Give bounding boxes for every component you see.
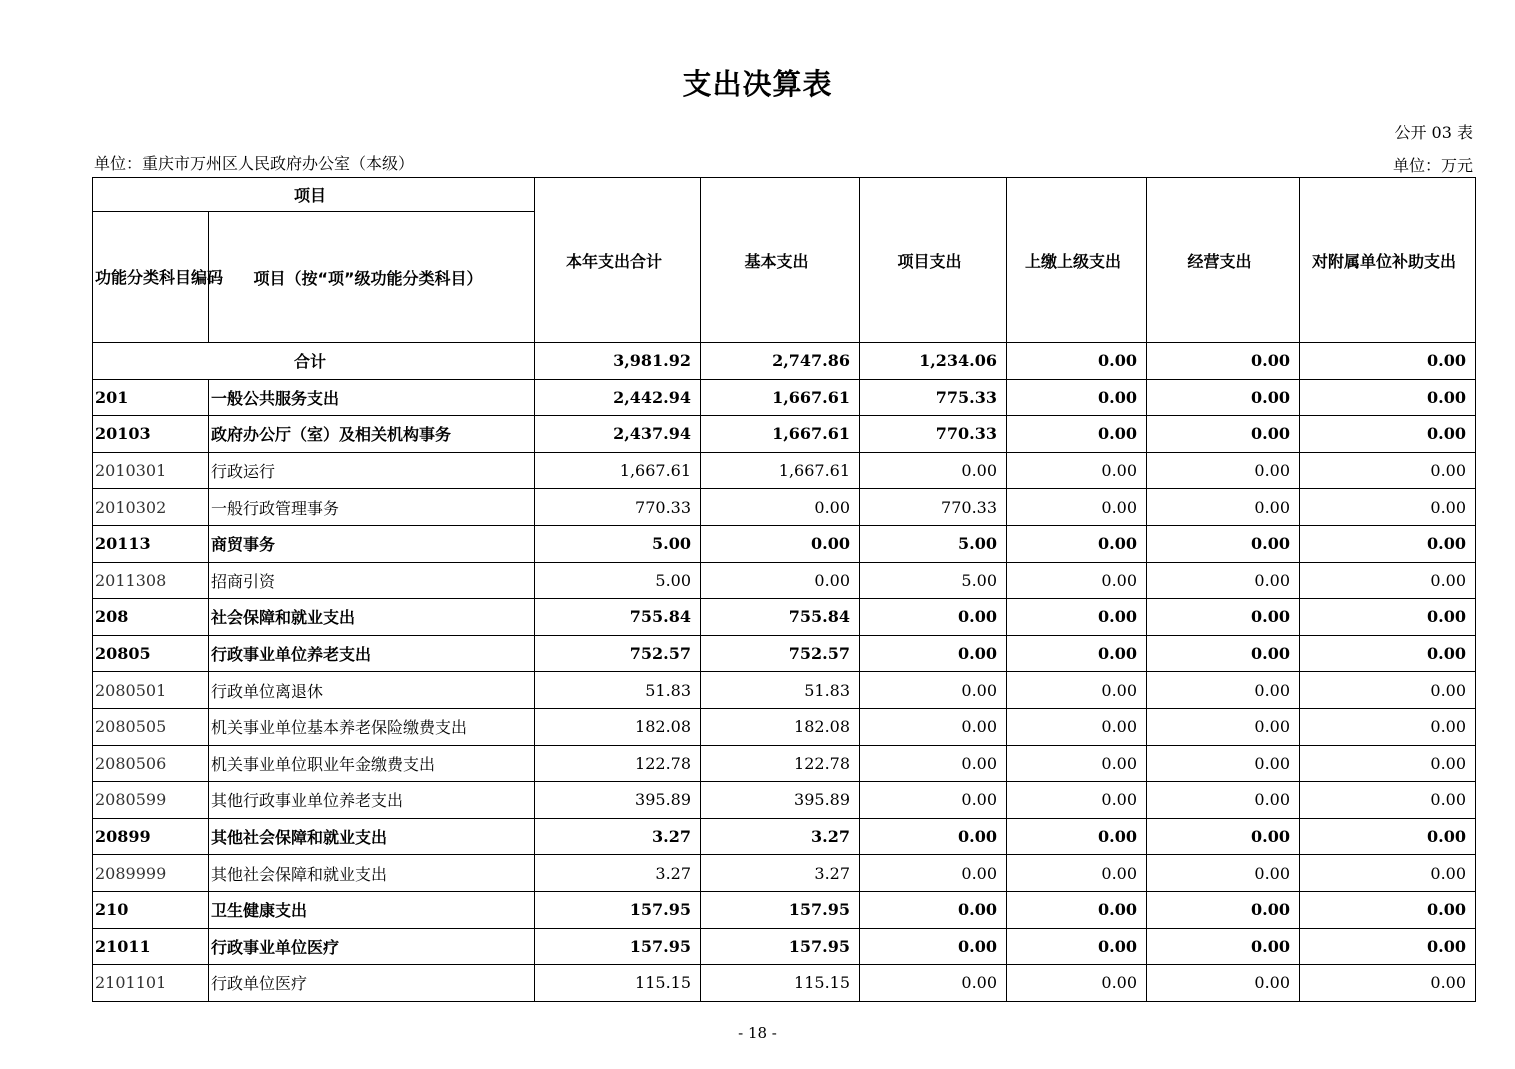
row-value: 157.95: [535, 928, 701, 965]
row-value: 0.00: [701, 489, 860, 526]
row-value: 0.00: [860, 928, 1007, 965]
row-value: 0.00: [1300, 891, 1476, 928]
row-value: 752.57: [535, 635, 701, 672]
row-code: 2010302: [93, 489, 209, 526]
row-name: 行政事业单位养老支出: [209, 635, 535, 672]
row-value: 0.00: [1147, 562, 1300, 599]
row-value: 0.00: [1300, 818, 1476, 855]
expenditure-table: [92, 177, 1476, 1002]
row-code: 208: [93, 599, 209, 636]
row-value: 157.95: [535, 891, 701, 928]
row-value: 0.00: [1300, 928, 1476, 965]
row-value: 0.00: [1147, 782, 1300, 819]
row-value: 0.00: [1007, 818, 1147, 855]
total-value: 0.00: [1300, 343, 1476, 380]
row-code: 2089999: [93, 855, 209, 892]
row-code: 2010301: [93, 452, 209, 489]
row-name: 一般公共服务支出: [209, 379, 535, 416]
row-value: 0.00: [1300, 745, 1476, 782]
table-row: [93, 452, 1476, 489]
row-value: 1,667.61: [701, 452, 860, 489]
row-value: 0.00: [860, 818, 1007, 855]
row-name: 其他社会保障和就业支出: [209, 855, 535, 892]
row-value: 0.00: [1147, 452, 1300, 489]
header-code: 功能分类科目编码: [93, 212, 209, 343]
row-value: 395.89: [535, 782, 701, 819]
row-name: 社会保障和就业支出: [209, 599, 535, 636]
row-code: 2080599: [93, 782, 209, 819]
table-row: [93, 599, 1476, 636]
row-value: 0.00: [1147, 489, 1300, 526]
form-number: 公开 03 表: [1394, 123, 1473, 142]
row-value: 0.00: [1147, 818, 1300, 855]
row-value: 0.00: [860, 965, 1007, 1002]
row-value: 0.00: [1007, 489, 1147, 526]
row-name: 机关事业单位基本养老保险缴费支出: [209, 708, 535, 745]
row-value: 0.00: [860, 855, 1007, 892]
row-value: 3.27: [701, 855, 860, 892]
page-title: 支出决算表: [682, 67, 833, 101]
row-name: 一般行政管理事务: [209, 489, 535, 526]
row-value: 0.00: [860, 672, 1007, 709]
row-value: 0.00: [701, 525, 860, 562]
row-value: 0.00: [1007, 965, 1147, 1002]
row-code: 2080501: [93, 672, 209, 709]
header-project: 项目: [93, 178, 535, 212]
row-value: 122.78: [701, 745, 860, 782]
row-name: 招商引资: [209, 562, 535, 599]
row-value: 0.00: [1147, 708, 1300, 745]
row-code: 20103: [93, 416, 209, 453]
row-value: 0.00: [1300, 599, 1476, 636]
row-value: 0.00: [1007, 599, 1147, 636]
table-row: [93, 965, 1476, 1002]
row-value: 0.00: [1147, 379, 1300, 416]
row-value: 775.33: [860, 379, 1007, 416]
row-value: 5.00: [535, 525, 701, 562]
row-code: 20805: [93, 635, 209, 672]
row-value: 1,667.61: [701, 379, 860, 416]
row-code: 20899: [93, 818, 209, 855]
row-value: 0.00: [1007, 928, 1147, 965]
header-subsidy: 对附属单位补助支出: [1300, 178, 1476, 343]
row-value: 0.00: [1147, 672, 1300, 709]
row-value: 157.95: [701, 891, 860, 928]
currency-unit: 单位：万元: [1392, 156, 1473, 175]
row-value: 51.83: [701, 672, 860, 709]
row-value: 755.84: [535, 599, 701, 636]
row-name: 行政运行: [209, 452, 535, 489]
row-value: 5.00: [860, 562, 1007, 599]
row-value: 2,437.94: [535, 416, 701, 453]
row-name: 政府办公厅（室）及相关机构事务: [209, 416, 535, 453]
header-business: 经营支出: [1147, 178, 1300, 343]
row-value: 0.00: [1007, 745, 1147, 782]
header-basic: 基本支出: [701, 178, 860, 343]
row-value: 3.27: [535, 855, 701, 892]
row-value: 0.00: [1007, 855, 1147, 892]
total-row: [93, 343, 1476, 380]
table-row: [93, 416, 1476, 453]
row-value: 0.00: [1007, 782, 1147, 819]
page-number: - 18 -: [738, 1024, 777, 1042]
row-code: 21011: [93, 928, 209, 965]
row-name: 行政事业单位医疗: [209, 928, 535, 965]
row-name: 其他行政事业单位养老支出: [209, 782, 535, 819]
row-code: 2080505: [93, 708, 209, 745]
row-value: 2,442.94: [535, 379, 701, 416]
row-code: 201: [93, 379, 209, 416]
row-value: 0.00: [1007, 672, 1147, 709]
row-value: 0.00: [860, 599, 1007, 636]
row-value: 0.00: [1300, 965, 1476, 1002]
row-value: 0.00: [1147, 855, 1300, 892]
row-value: 0.00: [1300, 452, 1476, 489]
table-row: [93, 379, 1476, 416]
row-value: 752.57: [701, 635, 860, 672]
header-project-expense: 项目支出: [860, 178, 1007, 343]
row-value: 0.00: [1300, 379, 1476, 416]
row-value: 0.00: [1300, 672, 1476, 709]
row-value: 0.00: [1300, 489, 1476, 526]
row-name: 卫生健康支出: [209, 891, 535, 928]
total-value: 1,234.06: [860, 343, 1007, 380]
organization-unit: 单位：重庆市万州区人民政府办公室（本级）: [94, 154, 415, 173]
row-value: 0.00: [1300, 635, 1476, 672]
row-value: 0.00: [1300, 782, 1476, 819]
row-value: 0.00: [1007, 562, 1147, 599]
row-value: 182.08: [701, 708, 860, 745]
row-value: 0.00: [701, 562, 860, 599]
table-row: [93, 818, 1476, 855]
row-value: 1,667.61: [701, 416, 860, 453]
row-value: 0.00: [860, 452, 1007, 489]
table-row: [93, 855, 1476, 892]
row-value: 115.15: [535, 965, 701, 1002]
row-value: 122.78: [535, 745, 701, 782]
row-name: 其他社会保障和就业支出: [209, 818, 535, 855]
total-value: 3,981.92: [535, 343, 701, 380]
row-value: 395.89: [701, 782, 860, 819]
header-name: 项目（按“项”级功能分类科目）: [209, 212, 535, 343]
row-value: 0.00: [860, 782, 1007, 819]
table-row: [93, 562, 1476, 599]
total-value: 2,747.86: [701, 343, 860, 380]
row-value: 0.00: [860, 891, 1007, 928]
row-value: 0.00: [1147, 599, 1300, 636]
row-code: 2080506: [93, 745, 209, 782]
row-value: 0.00: [1147, 745, 1300, 782]
row-name: 商贸事务: [209, 525, 535, 562]
table-row: [93, 672, 1476, 709]
row-value: 0.00: [860, 708, 1007, 745]
table-row: [93, 489, 1476, 526]
row-value: 0.00: [1007, 379, 1147, 416]
row-value: 0.00: [860, 635, 1007, 672]
total-label: 合计: [93, 343, 535, 380]
table-row: [93, 782, 1476, 819]
row-value: 0.00: [1147, 891, 1300, 928]
row-value: 0.00: [1300, 708, 1476, 745]
row-code: 210: [93, 891, 209, 928]
table-row: [93, 928, 1476, 965]
row-value: 1,667.61: [535, 452, 701, 489]
table-row: [93, 708, 1476, 745]
total-value: 0.00: [1007, 343, 1147, 380]
row-value: 770.33: [535, 489, 701, 526]
row-value: 0.00: [1147, 416, 1300, 453]
row-value: 0.00: [1300, 562, 1476, 599]
row-code: 2101101: [93, 965, 209, 1002]
row-value: 770.33: [860, 489, 1007, 526]
row-value: 0.00: [1300, 416, 1476, 453]
table-row: [93, 635, 1476, 672]
row-value: 157.95: [701, 928, 860, 965]
row-value: 5.00: [535, 562, 701, 599]
row-value: 0.00: [1300, 855, 1476, 892]
row-value: 770.33: [860, 416, 1007, 453]
row-code: 20113: [93, 525, 209, 562]
row-value: 51.83: [535, 672, 701, 709]
table-row: [93, 891, 1476, 928]
row-value: 755.84: [701, 599, 860, 636]
row-value: 0.00: [1147, 965, 1300, 1002]
row-value: 3.27: [535, 818, 701, 855]
row-name: 机关事业单位职业年金缴费支出: [209, 745, 535, 782]
row-value: 0.00: [1007, 891, 1147, 928]
row-value: 0.00: [1007, 452, 1147, 489]
row-value: 115.15: [701, 965, 860, 1002]
row-value: 3.27: [701, 818, 860, 855]
row-value: 0.00: [1300, 525, 1476, 562]
table-row: [93, 745, 1476, 782]
header-upper-payment: 上缴上级支出: [1007, 178, 1147, 343]
row-name: 行政单位医疗: [209, 965, 535, 1002]
row-value: 0.00: [1147, 928, 1300, 965]
row-value: 0.00: [1007, 708, 1147, 745]
row-value: 0.00: [1007, 525, 1147, 562]
row-value: 0.00: [1147, 635, 1300, 672]
row-value: 5.00: [860, 525, 1007, 562]
header-total: 本年支出合计: [535, 178, 701, 343]
row-value: 0.00: [860, 745, 1007, 782]
table-row: [93, 525, 1476, 562]
row-value: 0.00: [1007, 416, 1147, 453]
row-value: 0.00: [1007, 635, 1147, 672]
row-code: 2011308: [93, 562, 209, 599]
row-name: 行政单位离退休: [209, 672, 535, 709]
row-value: 182.08: [535, 708, 701, 745]
row-value: 0.00: [1147, 525, 1300, 562]
total-value: 0.00: [1147, 343, 1300, 380]
